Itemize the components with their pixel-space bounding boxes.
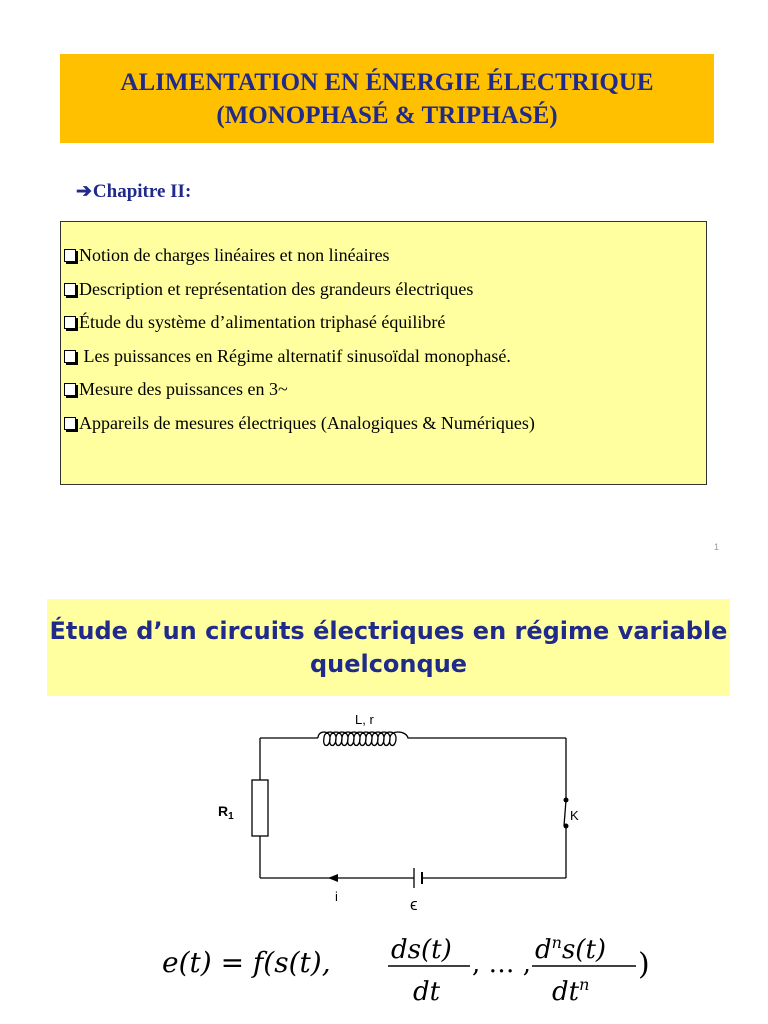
subtitle-line-1: Étude d’un circuits électriques en régime variable [49, 616, 728, 645]
inductor-label: L, r [355, 712, 374, 727]
list-item: Notion de charges linéaires et non linéaires [62, 239, 706, 273]
checkbox-bullet-icon [64, 350, 76, 363]
page-number: 1 [714, 542, 720, 552]
list-item: Appareils de mesures électriques (Analogiques & Numériques) [62, 407, 706, 441]
current-label: i [335, 889, 338, 904]
switch-blade-icon [564, 800, 566, 826]
title-line-2: (MONOPHASÉ & TRIPHASÉ) [216, 101, 558, 129]
formula-ellipsis: , … , [472, 949, 532, 979]
list-item: Mesure des puissances en 3~ [62, 373, 706, 407]
chapter-label: Chapitre II: [92, 181, 192, 202]
list-item: Description et représentation des grandeurs électriques [62, 273, 706, 307]
subtitle-line-2: quelconque [309, 649, 468, 678]
subtitle-banner [47, 599, 730, 696]
checkbox-bullet-icon [64, 417, 76, 430]
checkbox-bullet-icon [64, 283, 76, 296]
switch-label: K [570, 808, 579, 823]
source-label: ϵ [410, 895, 418, 914]
title-line-1: ALIMENTATION EN ÉNERGIE ÉLECTRIQUE [120, 68, 654, 96]
fraction-2-denominator: $dt^n$ [552, 975, 590, 1007]
resistor-label: $R_1$ [218, 803, 234, 822]
list-item: Les puissances en Régime alternatif sinusoïdal monophasé. [62, 340, 706, 374]
title-banner [60, 54, 714, 143]
fraction-1-numerator: ds(t) [391, 935, 452, 965]
resistor-icon [252, 780, 268, 836]
circuit-diagram [200, 700, 600, 920]
checkbox-bullet-icon [64, 316, 76, 329]
arrow-right-icon: ➔ [76, 181, 92, 202]
fraction-1-denominator: dt [413, 977, 441, 1007]
topics-list [60, 221, 707, 485]
checkbox-bullet-icon [64, 249, 76, 262]
list-item: Étude du système d’alimentation triphasé équilibré [62, 306, 706, 340]
current-arrow-icon [328, 874, 338, 882]
formula-lhs: e(t) = f(s(t), [162, 946, 331, 979]
inductor-icon [318, 732, 414, 746]
differential-formula [160, 920, 680, 1024]
chapter-heading [76, 180, 191, 203]
fraction-2-numerator: $d^ns(t)$ [535, 933, 607, 965]
checkbox-bullet-icon [64, 383, 76, 396]
formula-closing-paren: ) [638, 947, 650, 982]
